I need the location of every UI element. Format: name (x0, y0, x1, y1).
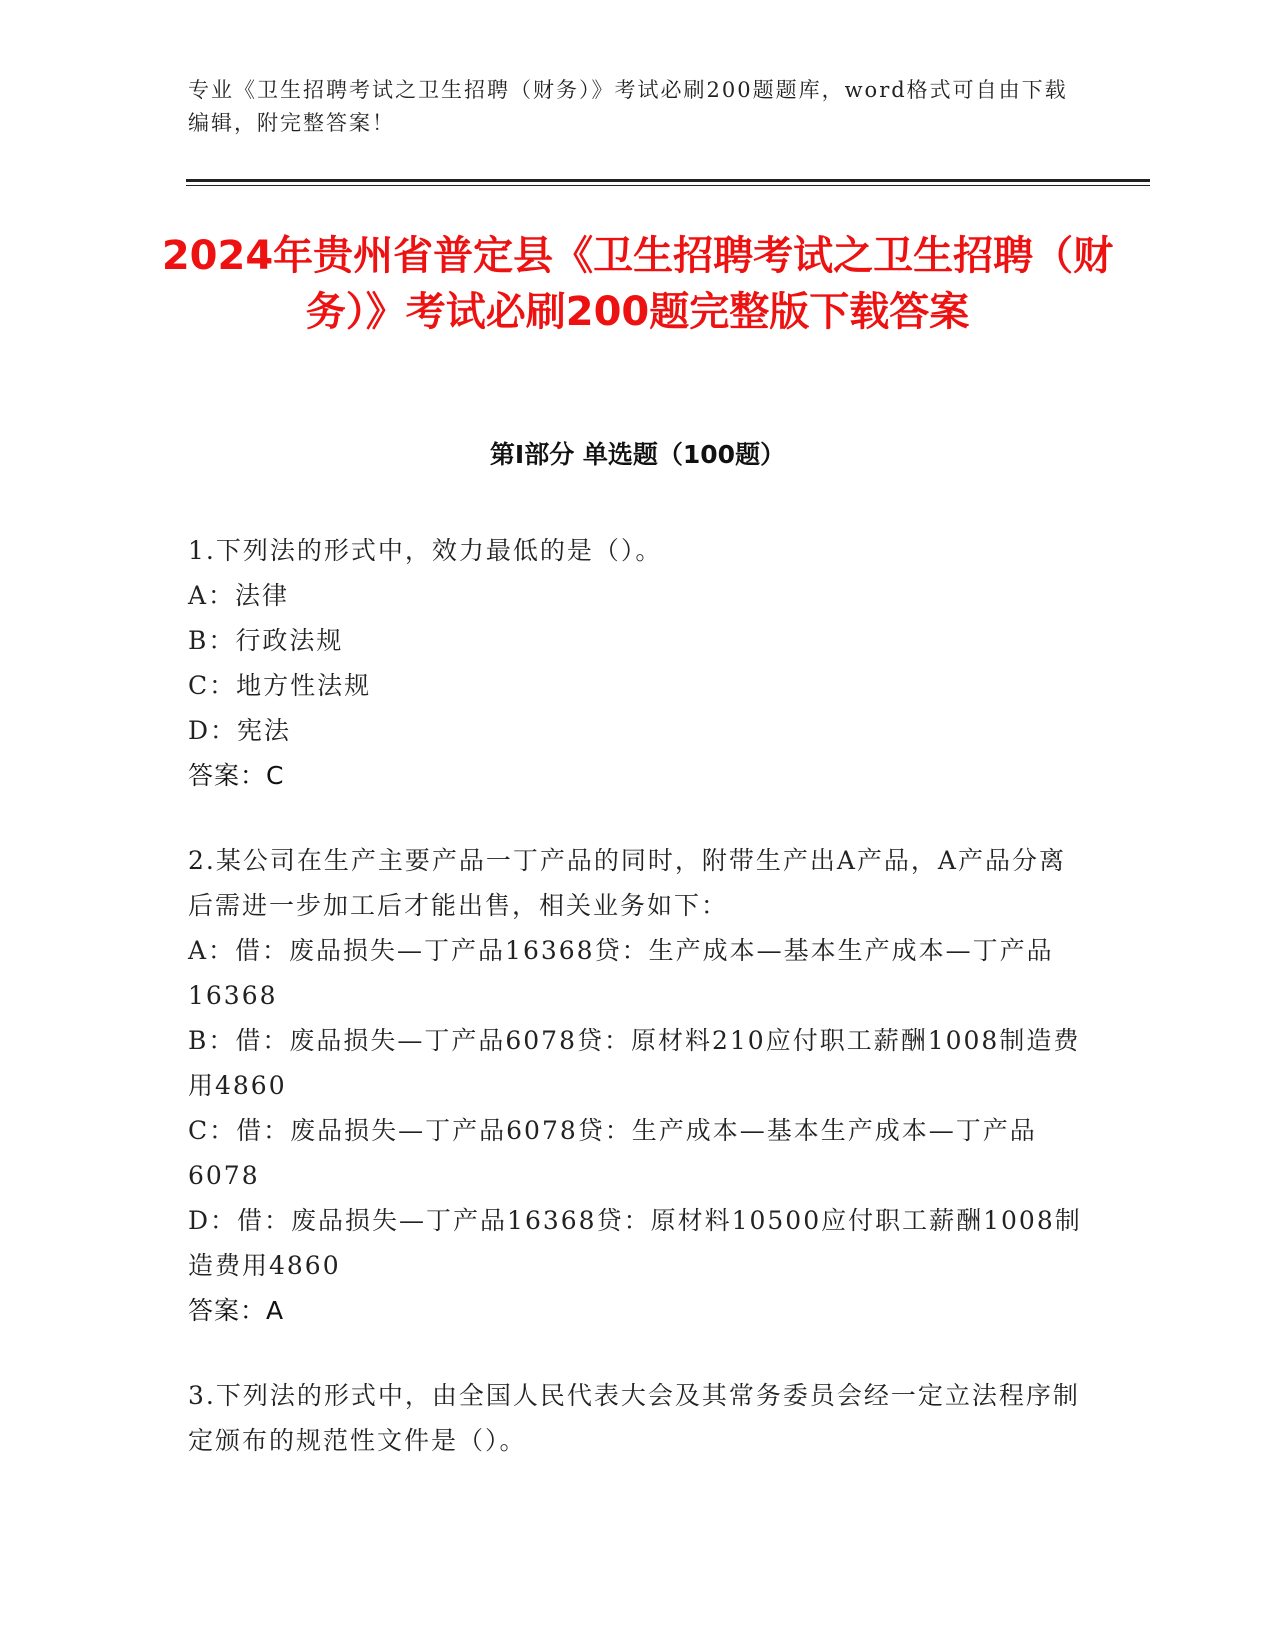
question-2 (188, 838, 1088, 1333)
question-list (188, 528, 1088, 1503)
question-3 (188, 1373, 1088, 1463)
option-a: A：借：废品损失—丁产品16368贷：生产成本—基本生产成本—丁产品16368 (188, 936, 1054, 1010)
answer-line: 答案：A (188, 1296, 285, 1325)
answer-line: 答案：C (188, 761, 285, 790)
header-divider-thick (186, 179, 1150, 182)
question-stem: 1.下列法的形式中，效力最低的是（）。 (188, 536, 663, 565)
section-heading: 第I部分 单选题（100题） (489, 440, 786, 469)
question-stem: 3.下列法的形式中，由全国人民代表大会及其常务委员会经一定立法程序制定颁布的规范性文件是（）。 (188, 1381, 1080, 1455)
option-c: C：地方性法规 (188, 671, 372, 700)
option-d: D：宪法 (188, 716, 292, 745)
option-b: B：行政法规 (188, 626, 344, 655)
option-d: D：借：废品损失—丁产品16368贷：原材料10500应付职工薪酬1008制造费用4860 (188, 1206, 1082, 1280)
question-1 (188, 528, 1088, 798)
option-b: B：借：废品损失—丁产品6078贷：原材料210应付职工薪酬1008制造费用4860 (188, 1026, 1081, 1100)
option-c: C：借：废品损失—丁产品6078贷：生产成本—基本生产成本—丁产品6078 (188, 1116, 1037, 1190)
question-stem: 2.某公司在生产主要产品一丁产品的同时，附带生产出A产品，A产品分离后需进一步加工后才能出售，相关业务如下： (188, 846, 1066, 920)
header-divider-thin (186, 185, 1150, 186)
document-title: 2024年贵州省普定县《卫生招聘考试之卫生招聘（财务）》考试必刷200题完整版下载答案 (161, 233, 1114, 335)
header-note: 专业《卫生招聘考试之卫生招聘（财务）》考试必刷200题题库，word格式可自由下载编辑，附完整答案！ (188, 78, 1068, 135)
option-a: A：法律 (188, 581, 290, 610)
